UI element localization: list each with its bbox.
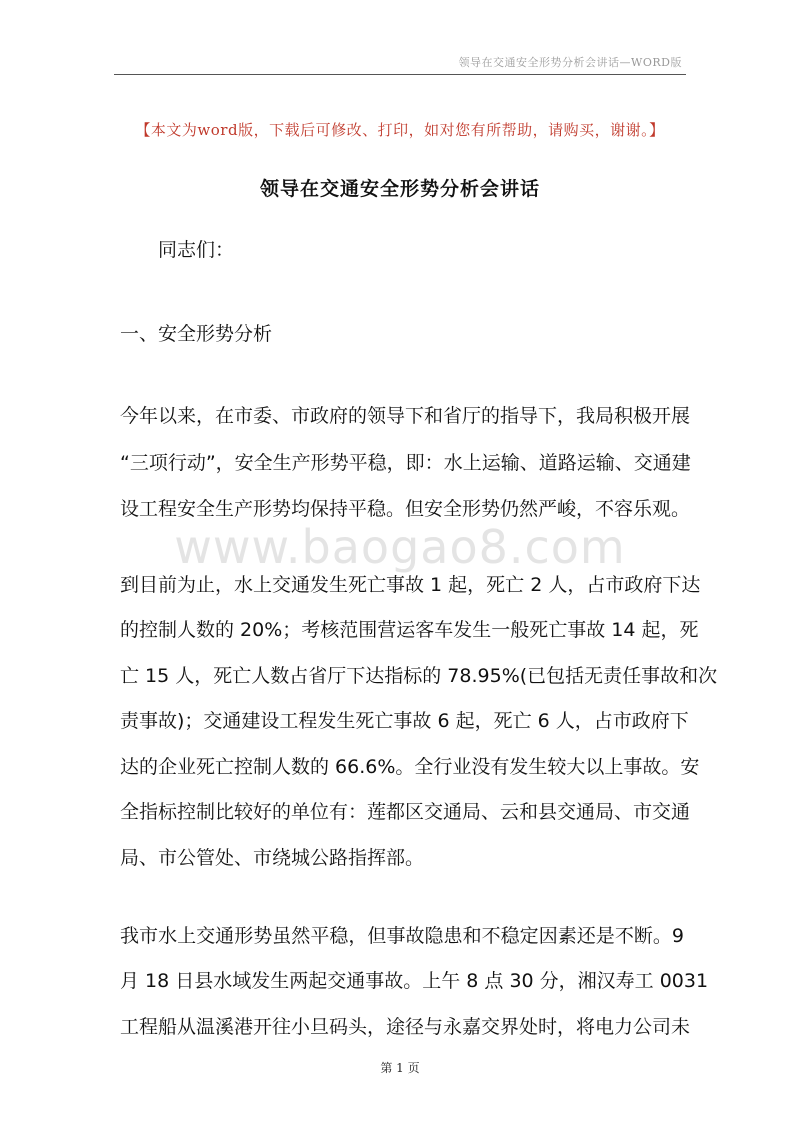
paragraph-2-line-4: 责事故)；交通建设工程发生死亡事故 6 起，死亡 6 人，占市政府下 — [120, 710, 689, 732]
paragraph-3-line-3: 工程船从温溪港开往小旦码头，途径与永嘉交界处时，将电力公司未 — [120, 1016, 691, 1038]
page-number: 第 1 页 — [380, 1061, 420, 1075]
paragraph-2-line-2: 的控制人数的 20%；考核范围营运客车发生一般死亡事故 14 起，死 — [120, 619, 699, 641]
section-heading: 一、安全形势分析 — [120, 323, 273, 345]
paragraph-2-line-3: 亡 15 人，死亡人数占省厅下达指标的 78.95%(已包括无责任事故和次 — [120, 665, 718, 687]
running-header: 领导在交通安全形势分析会讲话—WORD版 — [458, 56, 682, 69]
purchase-notice: 【本文为word版，下载后可修改、打印，如对您有所帮助，请购买，谢谢。】 — [135, 121, 665, 139]
paragraph-2-line-6: 全指标控制比较好的单位有：莲都区交通局、云和县交通局、市交通 — [120, 801, 691, 823]
paragraph-2-line-5: 达的企业死亡控制人数的 66.6%。全行业没有发生较大以上事故。安 — [120, 756, 700, 778]
paragraph-2-line-1: 到目前为止，水上交通发生死亡事故 1 起，死亡 2 人，占市政府下达 — [120, 574, 701, 596]
paragraph-3-line-1: 我市水上交通形势虽然平稳，但事故隐患和不稳定因素还是不断。9 — [120, 925, 684, 947]
paragraph-2-line-7: 局、市公管处、市绕城公路指挥部。 — [120, 847, 425, 869]
paragraph-1-line-2: “三项行动”，安全生产形势平稳，即：水上运输、道路运输、交通建 — [120, 452, 691, 474]
salutation: 同志们： — [158, 239, 235, 261]
paragraph-3-line-2: 月 18 日县水域发生两起交通事故。上午 8 点 30 分，湘汉寿工 0031 — [120, 970, 709, 992]
watermark: www.baogao8.com — [174, 520, 626, 574]
paragraph-1-line-3: 设工程安全生产形势均保持平稳。但安全形势仍然严峻，不容乐观。 — [120, 498, 691, 520]
document-title: 领导在交通安全形势分析会讲话 — [259, 178, 540, 200]
header-divider — [114, 74, 686, 75]
paragraph-1-line-1: 今年以来，在市委、市政府的领导下和省厅的指导下，我局积极开展 — [120, 405, 691, 427]
